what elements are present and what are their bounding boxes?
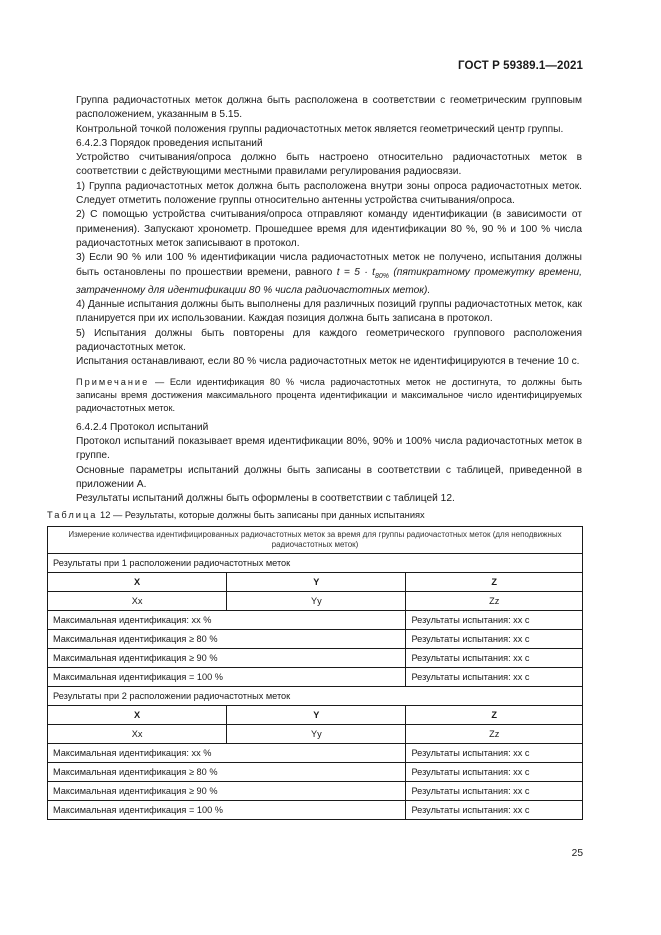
- table-cell: Максимальная идентификация ≥ 80 %: [48, 630, 406, 649]
- document-id: ГОСТ Р 59389.1—2021: [458, 60, 583, 72]
- results-table: [47, 526, 583, 820]
- section-title: Результаты при 1 расположении радиочастотных меток: [48, 554, 583, 573]
- axis-label: Z: [406, 573, 583, 592]
- body-text: [76, 94, 582, 506]
- paragraph: Основные параметры испытаний должны быть записаны в соответствии с таблицей, приведенной в приложении А.: [76, 464, 582, 490]
- list-item: 2) С помощью устройства считывания/опроса отправляют команду идентификации (в зависимости от применения). Запускают хронометр. Прошедшее время для идентификации 80 %, 90 % и 100 % числа радиочастотных меток записывают в протокол.: [76, 209, 582, 249]
- table-cell: Результаты испытания: хх с: [406, 744, 583, 763]
- paragraph: Результаты испытаний должны быть оформлены в соответствии с таблицей 12.: [76, 493, 455, 505]
- table-caption-label: Таблица: [47, 510, 98, 520]
- table-cell: Результаты испытания: хх с: [406, 801, 583, 820]
- axis-label: Y: [227, 573, 406, 592]
- list-item: 4) Данные испытания должны быть выполнены для различных позиций группы радиочастотных меток, как планируется при их использовании. Каждая позиция должна быть записана в протокол.: [76, 299, 582, 325]
- table-cell: Результаты испытания: хх с: [406, 630, 583, 649]
- note: [76, 376, 582, 415]
- axis-label: X: [48, 706, 227, 725]
- table-caption-text: 12 — Результаты, которые должны быть записаны при данных испытаниях: [97, 510, 425, 520]
- table-cell: Максимальная идентификация = 100 %: [48, 668, 406, 687]
- list-item-text: 3) Если 90 % или 100 % идентификации числа радиочастотных меток не получено, испытания должны быть остановлены по прошествии времени, равного: [76, 252, 582, 278]
- formula-explanation: (пятикратному промежутку времени, затраченному для идентификации 80 % числа радиочастотных меток).: [76, 266, 582, 296]
- formula-subscript: 80%: [374, 272, 389, 280]
- axis-label: Z: [406, 706, 583, 725]
- paragraph: Испытания останавливают, если 80 % числа радиочастотных меток не идентифицируются в течение 10 с.: [76, 356, 580, 368]
- table-cell: Результаты испытания: хх с: [406, 782, 583, 801]
- table-cell: Максимальная идентификация = 100 %: [48, 801, 406, 820]
- axis-value: Xx: [48, 725, 227, 744]
- paragraph: Группа радиочастотных меток должна быть расположена в соответствии с геометрическим групповым расположением, указанным в 5.15.: [76, 95, 582, 121]
- table-cell: Результаты испытания: хх с: [406, 649, 583, 668]
- table-cell: Результаты испытания: хх с: [406, 611, 583, 630]
- note-text: — Если идентификация 80 % числа радиочастотных меток не достигнута, то должны быть записаны время достижения максимального процента идентификации и максимальное число идентифицируемых радиочастотных меток.: [76, 376, 582, 413]
- axis-value: Zz: [406, 725, 583, 744]
- axis-value: Zz: [406, 592, 583, 611]
- axis-value: Yy: [227, 592, 406, 611]
- table-cell: Максимальная идентификация ≥ 80 %: [48, 763, 406, 782]
- table-caption: [47, 510, 425, 520]
- list-item: 5) Испытания должны быть повторены для каждого геометрического группового расположения радиочастотных меток.: [76, 327, 582, 354]
- section-heading: 6.4.2.3 Порядок проведения испытаний: [76, 137, 263, 149]
- axis-value: Xx: [48, 592, 227, 611]
- table-cell: Максимальная идентификация ≥ 90 %: [48, 782, 406, 801]
- page-number: 25: [571, 848, 583, 859]
- axis-value: Yy: [227, 725, 406, 744]
- list-item: 1) Группа радиочастотных меток должна быть расположена внутри зоны опроса радиочастотных меток. Следует отметить положение группы относительно антенны устройства считывания/опроса.: [76, 180, 582, 207]
- table-header: Измерение количества идентифицированных радиочастотных меток за время для группы радиочастотных меток (для неподвижных радиочастотных меток): [48, 527, 583, 554]
- paragraph: Устройство считывания/опроса должно быть настроено относительно радиочастотных меток в соответствии с действующими местными правилами регулирования радиосвязи.: [76, 152, 582, 178]
- table-cell: Результаты испытания: хх с: [406, 668, 583, 687]
- section-title: Результаты при 2 расположении радиочастотных меток: [48, 687, 583, 706]
- table-cell: Максимальная идентификация: хх %: [48, 611, 406, 630]
- axis-label: Y: [227, 706, 406, 725]
- paragraph: Протокол испытаний показывает время идентификации 80%, 90% и 100% числа радиочастотных меток в группе.: [76, 435, 582, 462]
- section-heading: 6.4.2.4 Протокол испытаний: [76, 421, 209, 433]
- note-label: Примечание: [76, 376, 150, 387]
- paragraph: Контрольной точкой положения группы радиочастотных меток является геометрический центр группы.: [76, 123, 564, 135]
- table-cell: Максимальная идентификация ≥ 90 %: [48, 649, 406, 668]
- list-item: [76, 251, 582, 298]
- formula: t = 5 · t: [336, 266, 375, 278]
- axis-label: X: [48, 573, 227, 592]
- table-cell: Результаты испытания: хх с: [406, 763, 583, 782]
- table-cell: Максимальная идентификация: хх %: [48, 744, 406, 763]
